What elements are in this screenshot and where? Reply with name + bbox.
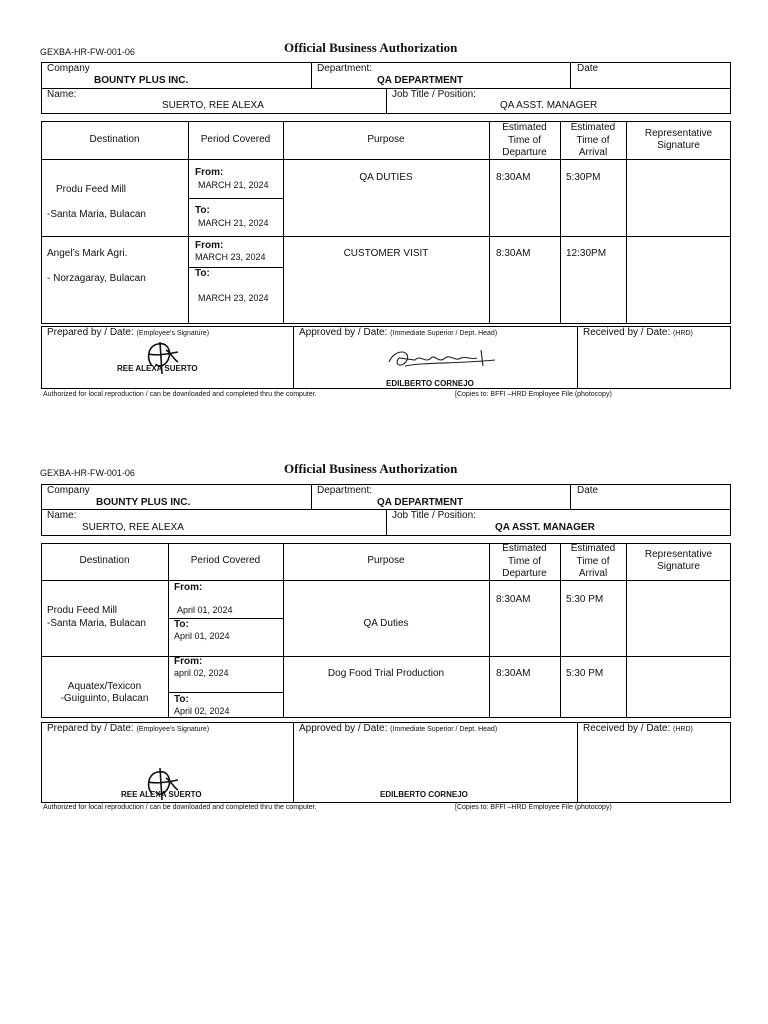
department-label: Department: xyxy=(317,63,373,74)
to-date: MARCH 23, 2024 xyxy=(198,293,269,303)
arrival-time: 5:30 PM xyxy=(566,668,604,679)
arrival-time: 5:30 PM xyxy=(566,594,604,605)
prepared-by-label: Prepared by / Date: (Employee’s Signature) xyxy=(47,327,210,338)
name-label: Name: xyxy=(47,510,77,521)
header-period-covered: Period Covered xyxy=(200,134,271,145)
purpose-value: QA DUTIES xyxy=(359,172,413,183)
company-label: Company xyxy=(47,63,90,74)
prepared-by-name: REE ALEXA SUERTO xyxy=(117,364,198,373)
to-label: To: xyxy=(195,205,210,216)
from-label: From: xyxy=(195,240,224,251)
form-title: Official Business Authorization xyxy=(284,461,458,476)
from-date: MARCH 21, 2024 xyxy=(198,180,269,190)
approved-by-name: EDILBERTO CORNEJO xyxy=(380,790,468,799)
from-label: From: xyxy=(174,656,203,667)
name-value: SUERTO, REE ALEXA xyxy=(162,100,264,111)
date-label: Date xyxy=(577,485,599,496)
header-departure: Estimated Time of Departure xyxy=(502,543,547,579)
department-value: QA DEPARTMENT xyxy=(377,497,464,508)
job-title-value: QA ASST. MANAGER xyxy=(495,522,595,533)
destination-line1: Produ Feed Mill xyxy=(47,605,118,616)
footer-reproduction-note: Authorized for local reproduction / can be downloaded and completed thru the computer. xyxy=(43,391,317,398)
header-purpose: Purpose xyxy=(367,555,405,566)
header-representative-signature: Representative Signature xyxy=(644,128,713,151)
company-label: Company xyxy=(47,485,90,496)
received-by-label: Received by / Date: (HRD) xyxy=(583,327,693,338)
departure-time: 8:30AM xyxy=(496,668,531,679)
from-label: From: xyxy=(174,582,203,593)
department-value: QA DEPARTMENT xyxy=(377,75,464,86)
from-date: april 02, 2024 xyxy=(174,668,229,678)
form-code: GEXBA-HR-FW-001-06 xyxy=(40,468,135,478)
footer-copies-note: [Copies to: BFFI –HRD Employee File (photocopy) xyxy=(455,804,612,811)
header-purpose: Purpose xyxy=(367,134,405,145)
approved-by-label: Approved by / Date: (Immediate Superior / Dept. Head) xyxy=(299,327,498,338)
to-label: To: xyxy=(195,268,210,279)
name-label: Name: xyxy=(47,89,77,100)
date-label: Date xyxy=(577,63,599,74)
to-label: To: xyxy=(174,694,189,705)
prepared-by-name: REE ALEXA SUERTO xyxy=(121,790,202,799)
purpose-value: QA Duties xyxy=(363,618,409,629)
footer-reproduction-note: Authorized for local reproduction / can be downloaded and completed thru the computer. xyxy=(43,804,317,811)
header-destination: Destination xyxy=(79,555,130,566)
purpose-value: Dog Food Trial Production xyxy=(327,668,445,679)
header-destination: Destination xyxy=(89,134,140,145)
footer-copies-note: [Copies to: BFFI –HRD Employee File (photocopy) xyxy=(455,391,612,398)
purpose-value: CUSTOMER VISIT xyxy=(343,248,429,259)
departure-time: 8:30AM xyxy=(496,172,531,183)
to-date: MARCH 21, 2024 xyxy=(198,218,269,228)
from-label: From: xyxy=(195,167,224,178)
form-title: Official Business Authorization xyxy=(284,40,458,55)
to-date: April 02, 2024 xyxy=(174,706,230,716)
to-date: April 01, 2024 xyxy=(174,631,230,641)
arrival-time: 12:30PM xyxy=(566,248,607,259)
company-value: BOUNTY PLUS INC. xyxy=(96,497,191,508)
arrival-time: 5:30PM xyxy=(566,172,601,183)
department-label: Department: xyxy=(317,485,373,496)
header-representative-signature: Representative Signature xyxy=(644,549,713,572)
destination-line2: - Norzagaray, Bulacan xyxy=(47,273,146,284)
destination-line1: Produ Feed Mill xyxy=(56,184,127,195)
header-arrival: Estimated Time of Arrival xyxy=(570,543,616,579)
header-period-covered: Period Covered xyxy=(190,555,261,566)
departure-time: 8:30AM xyxy=(496,594,531,605)
received-by-label: Received by / Date: (HRD) xyxy=(583,723,693,734)
header-arrival: Estimated Time of Arrival xyxy=(570,122,616,158)
from-date: April 01, 2024 xyxy=(177,605,233,615)
name-value: SUERTO, REE ALEXA xyxy=(82,522,184,533)
approved-by-name: EDILBERTO CORNEJO xyxy=(386,379,474,388)
job-title-label: Job Title / Position: xyxy=(392,89,476,100)
destination-line1: Angel’s Mark Agri. xyxy=(47,248,128,259)
company-value: BOUNTY PLUS INC. xyxy=(94,75,189,86)
form-code: GEXBA-HR-FW-001-06 xyxy=(40,47,135,57)
job-title-label: Job Title / Position: xyxy=(392,510,476,521)
destination-line1: Aquatex/Texicon xyxy=(67,681,142,692)
prepared-by-label: Prepared by / Date: (Employee’s Signature) xyxy=(47,723,210,734)
approved-by-label: Approved by / Date: (Immediate Superior / Dept. Head) xyxy=(299,723,498,734)
destination-line2: -Guiguinto, Bulacan xyxy=(60,693,149,704)
header-departure: Estimated Time of Departure xyxy=(502,122,547,158)
from-date: MARCH 23, 2024 xyxy=(195,252,266,262)
destination-line2: -Santa Maria, Bulacan xyxy=(47,209,146,220)
destination-line2: -Santa Maria, Bulacan xyxy=(47,618,146,629)
to-label: To: xyxy=(174,619,189,630)
job-title-value: QA ASST. MANAGER xyxy=(500,100,598,111)
departure-time: 8:30AM xyxy=(496,248,531,259)
